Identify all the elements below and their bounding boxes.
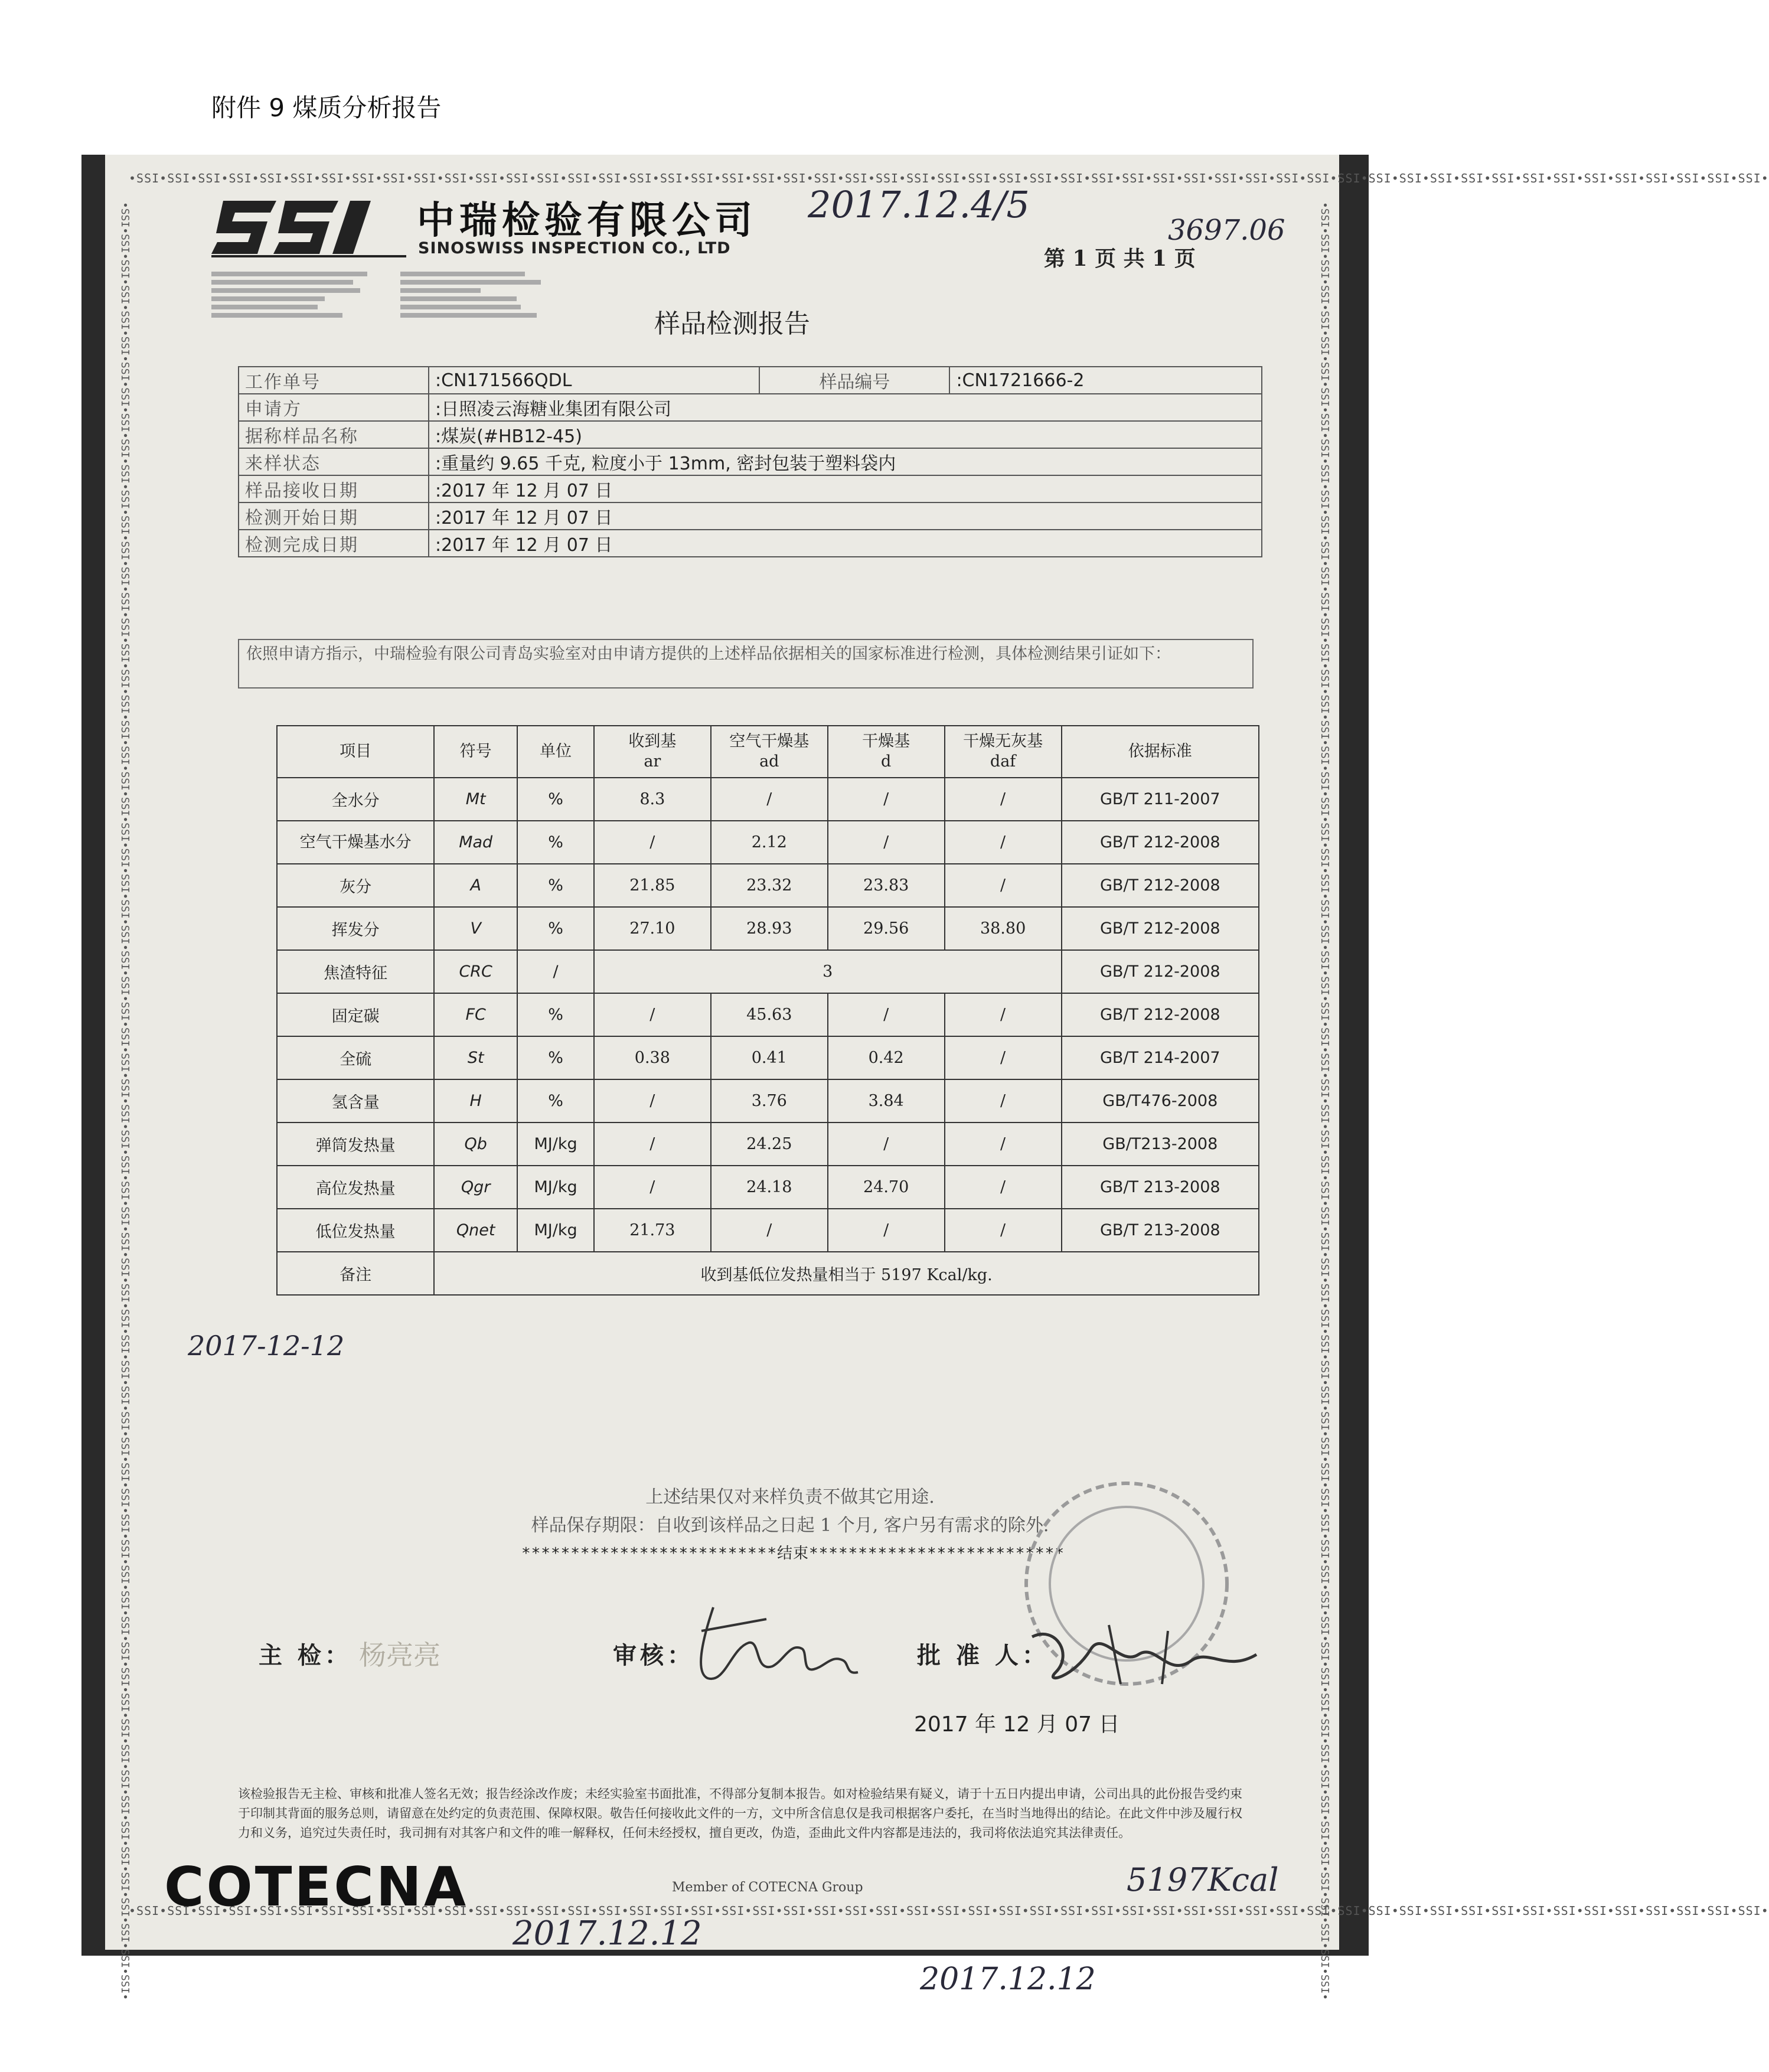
- row-ar: /: [594, 821, 711, 864]
- inspector-name: 杨亮亮: [359, 1639, 440, 1671]
- row-ad: /: [711, 778, 828, 821]
- header-standard: 依据标准: [1062, 726, 1259, 778]
- row-daf: 38.80: [945, 907, 1062, 950]
- row-item: 氢含量: [277, 1079, 434, 1123]
- row-d: 23.83: [828, 864, 945, 907]
- row-daf: /: [945, 1166, 1062, 1209]
- row-symbol: CRC: [434, 950, 517, 993]
- row-unit: MJ/kg: [517, 1123, 594, 1166]
- row-symbol: Qb: [434, 1123, 517, 1166]
- row-item: 挥发分: [277, 907, 434, 950]
- header-ar-en: ar: [644, 752, 661, 771]
- header-symbol: 符号: [434, 726, 517, 778]
- test-start-value: :2017 年 12 月 07 日: [429, 502, 1262, 530]
- statement-usage: 上述结果仅对来样负责不做其它用途.: [645, 1487, 935, 1507]
- handwritten-left-date: 2017-12-12: [188, 1330, 345, 1362]
- row-ar: 21.73: [594, 1209, 711, 1252]
- row-symbol: H: [434, 1079, 517, 1123]
- remark-row: [277, 1252, 1259, 1295]
- row-symbol: St: [434, 1036, 517, 1079]
- ssi-border-left: •SSI•SSI•SSI•SSI•SSI•SSI•SSI•SSI•SSI•SSI•SSI•SSI•SSI•SSI•SSI•SSI•SSI•SSI•SSI•SSI•SSI•SSI•SSI•SSI•SSI•SSI•SSI•SSI•SSI•SSI•SSI•SSI•SSI•SSI•SSI•SSI•SSI•SSI•SSI•SSI•SSI•SSI•SSI•SSI•SSI•SSI•SSI•SSI•SSI•SSI•SSI•SSI•SSI•SSI•SSI•SSI•SSI•SSI•SSI•SSI•SSI•SSI•SSI•SSI•SSI•SSI•SSI•SSI•SSI•SSI•: [119, 202, 131, 2001]
- header-ad-cn: 空气干燥基: [729, 732, 810, 751]
- handwritten-bottom-date-2: 2017.12.12: [920, 1962, 1096, 1997]
- report-sheet: [105, 155, 1769, 2001]
- header-d-en: d: [881, 752, 892, 771]
- table-row: [277, 864, 1259, 907]
- test-notice: 依照申请方指示，中瑞检验有限公司青岛实验室对由申请方提供的上述样品依据相关的国家标准进行检测，具体检测结果引证如下：: [238, 639, 1254, 689]
- test-end-value: :2017 年 12 月 07 日: [429, 530, 1262, 557]
- header-ar-cn: 收到基: [628, 732, 677, 751]
- row-daf: /: [945, 1036, 1062, 1079]
- address-en-block: [211, 268, 389, 321]
- row-item: 弹筒发热量: [277, 1123, 434, 1166]
- statement-retention: 样品保存期限：自收到该样品之日起 1 个月, 客户另有需求的除外.: [531, 1515, 1049, 1536]
- header-unit: 单位: [517, 726, 594, 778]
- row-item: 空气干燥基水分: [277, 821, 434, 864]
- header-d-cn: 干燥基: [862, 732, 910, 751]
- row-symbol: Qgr: [434, 1166, 517, 1209]
- inspector-label: 主 检：: [259, 1642, 352, 1669]
- remark-value: 收到基低位发热量相当于 5197 Kcal/kg.: [434, 1252, 1259, 1295]
- row-daf: /: [945, 1123, 1062, 1166]
- row-standard: GB/T 212-2008: [1062, 907, 1259, 950]
- row-ar: /: [594, 993, 711, 1036]
- company-name-en: SINOSWISS INSPECTION CO., LTD: [418, 239, 731, 257]
- ssi-logo: [211, 195, 406, 260]
- row-unit: %: [517, 778, 594, 821]
- row-standard: GB/T 211-2007: [1062, 778, 1259, 821]
- approver-signature: [1020, 1613, 1268, 1696]
- row-standard: GB/T 212-2008: [1062, 993, 1259, 1036]
- table-row: [277, 1166, 1259, 1209]
- row-d: /: [828, 1123, 945, 1166]
- company-name-cn: 中瑞检验有限公司: [417, 198, 757, 243]
- document-photo: [81, 155, 1769, 2001]
- row-unit: MJ/kg: [517, 1166, 594, 1209]
- work-no-value: :CN171566QDL: [429, 367, 759, 394]
- approval-date: 2017 年 12 月 07 日: [914, 1712, 1120, 1737]
- row-ad: 3.76: [711, 1079, 828, 1123]
- row-item: 全硫: [277, 1036, 434, 1079]
- row-standard: GB/T 214-2007: [1062, 1036, 1259, 1079]
- row-symbol: Mt: [434, 778, 517, 821]
- ssi-border-bottom: •SSI•SSI•SSI•SSI•SSI•SSI•SSI•SSI•SSI•SSI•SSI•SSI•SSI•SSI•SSI•SSI•SSI•SSI•SSI•SSI•SSI•SSI•SSI•SSI•SSI•SSI•SSI•SSI•SSI•SSI•SSI•SSI•SSI•SSI•SSI•SSI•SSI•SSI•SSI•SSI•SSI•SSI•SSI•SSI•SSI•SSI•SSI•SSI•SSI•SSI•SSI•SSI•SSI•: [129, 1904, 1769, 1918]
- row-daf: /: [945, 993, 1062, 1036]
- header-ad: [711, 726, 828, 778]
- row-ar: 21.85: [594, 864, 711, 907]
- ssi-border-right: •SSI•SSI•SSI•SSI•SSI•SSI•SSI•SSI•SSI•SSI•SSI•SSI•SSI•SSI•SSI•SSI•SSI•SSI•SSI•SSI•SSI•SSI•SSI•SSI•SSI•SSI•SSI•SSI•SSI•SSI•SSI•SSI•SSI•SSI•SSI•SSI•SSI•SSI•SSI•SSI•SSI•SSI•SSI•SSI•SSI•SSI•SSI•SSI•SSI•SSI•SSI•SSI•SSI•SSI•SSI•SSI•SSI•SSI•SSI•SSI•SSI•SSI•SSI•SSI•SSI•SSI•SSI•SSI•SSI•SSI•: [1318, 202, 1331, 2001]
- row-daf: /: [945, 778, 1062, 821]
- sample-name-label: 据称样品名称: [239, 421, 429, 448]
- row-item: 焦渣特征: [277, 950, 434, 993]
- end-line: **************************结束**************************: [521, 1545, 1065, 1562]
- row-symbol: Mad: [434, 821, 517, 864]
- address-cn-block: [400, 268, 601, 321]
- row-unit: %: [517, 821, 594, 864]
- test-end-label: 检测完成日期: [239, 530, 429, 557]
- row-d: /: [828, 778, 945, 821]
- row-unit: %: [517, 1036, 594, 1079]
- row-symbol: A: [434, 864, 517, 907]
- work-no-label: 工作单号: [239, 367, 429, 394]
- row-ad: 24.18: [711, 1166, 828, 1209]
- row-d: 29.56: [828, 907, 945, 950]
- row-standard: GB/T 212-2008: [1062, 864, 1259, 907]
- table-row: [277, 907, 1259, 950]
- row-standard: GB/T213-2008: [1062, 1123, 1259, 1166]
- row-ad: /: [711, 1209, 828, 1252]
- row-symbol: V: [434, 907, 517, 950]
- row-symbol: Qnet: [434, 1209, 517, 1252]
- row-d: /: [828, 1209, 945, 1252]
- handwritten-heat-value: 5197Kcal: [1127, 1861, 1279, 1898]
- table-row: [277, 1209, 1259, 1252]
- row-daf: /: [945, 1209, 1062, 1252]
- ssi-border-top: •SSI•SSI•SSI•SSI•SSI•SSI•SSI•SSI•SSI•SSI•SSI•SSI•SSI•SSI•SSI•SSI•SSI•SSI•SSI•SSI•SSI•SSI•SSI•SSI•SSI•SSI•SSI•SSI•SSI•SSI•SSI•SSI•SSI•SSI•SSI•SSI•SSI•SSI•SSI•SSI•SSI•SSI•SSI•SSI•SSI•SSI•SSI•SSI•SSI•SSI•SSI•SSI•SSI•: [129, 171, 1769, 185]
- received-date-label: 样品接收日期: [239, 475, 429, 502]
- row-d: /: [828, 821, 945, 864]
- approver-label: 批 准 人：: [917, 1642, 1049, 1669]
- sample-state-label: 来样状态: [239, 448, 429, 475]
- page-number: 第 1 页 共 1 页: [1044, 246, 1196, 271]
- table-row: [277, 1036, 1259, 1079]
- row-ad: 24.25: [711, 1123, 828, 1166]
- table-row: [277, 1079, 1259, 1123]
- table-row: [277, 1123, 1259, 1166]
- reviewer-signature: [690, 1595, 867, 1696]
- row-ar: /: [594, 1079, 711, 1123]
- caption: 附件 9 煤质分析报告: [211, 93, 442, 122]
- row-ad: 2.12: [711, 821, 828, 864]
- header-daf: [945, 726, 1062, 778]
- disclaimer: 该检验报告无主检、审核和批准人签名无效；报告经涂改作废；未经实验室书面批准，不得部分复制本报告。如对检验结果有疑义，请于十五日内提出申请，公司出具的此份报告受约束于印制其背面的服务总则，请留意在处约定的负责范围、保障权限。敬告任何接收此文件的一方，文中所含信息仅是我司根据客户委托，在当时当地得出的结论。在此文件中涉及履行权力和义务，追究过失责任时，我司拥有对其客户和文件的唯一解释权，任何未经授权，擅自更改，伪造，歪曲此文件内容都是违法的，我司将依法追究其法律责任。: [238, 1787, 1242, 1840]
- results-table: [276, 725, 1259, 1296]
- row-item: 高位发热量: [277, 1166, 434, 1209]
- sample-info-table: [238, 366, 1262, 557]
- reviewer-label: 审核：: [613, 1642, 694, 1669]
- row-item: 低位发热量: [277, 1209, 434, 1252]
- row-d: 3.84: [828, 1079, 945, 1123]
- row-ar: /: [594, 1166, 711, 1209]
- header-daf-cn: 干燥无灰基: [963, 732, 1043, 751]
- row-d: /: [828, 993, 945, 1036]
- row-unit: %: [517, 864, 594, 907]
- row-daf: /: [945, 821, 1062, 864]
- row-daf: /: [945, 1079, 1062, 1123]
- sample-no-label: 样品编号: [759, 367, 949, 394]
- test-start-label: 检测开始日期: [239, 502, 429, 530]
- sample-state-value: :重量约 9.65 千克, 粒度小于 13mm, 密封包装于塑料袋内: [429, 448, 1262, 475]
- row-standard: GB/T 213-2008: [1062, 1209, 1259, 1252]
- row-unit: MJ/kg: [517, 1209, 594, 1252]
- row-d: 24.70: [828, 1166, 945, 1209]
- handwritten-bottom-date: 2017.12.12: [513, 1914, 702, 1953]
- row-standard: GB/T 212-2008: [1062, 821, 1259, 864]
- row-unit: /: [517, 950, 594, 993]
- header-ad-en: ad: [759, 752, 779, 771]
- row-unit: %: [517, 993, 594, 1036]
- header-d: [828, 726, 945, 778]
- sample-name-value: :煤炭(#HB12-45): [429, 421, 1262, 448]
- applicant-value: :日照凌云海糖业集团有限公司: [429, 394, 1262, 421]
- row-ar: 0.38: [594, 1036, 711, 1079]
- table-row: [277, 821, 1259, 864]
- row-ad: 23.32: [711, 864, 828, 907]
- table-row: [277, 778, 1259, 821]
- row-ad: 28.93: [711, 907, 828, 950]
- header-daf-en: daf: [990, 752, 1016, 771]
- row-unit: %: [517, 907, 594, 950]
- row-standard: GB/T476-2008: [1062, 1079, 1259, 1123]
- row-standard: GB/T 212-2008: [1062, 950, 1259, 993]
- row-symbol: FC: [434, 993, 517, 1036]
- cotecna-logo: COTECNA: [164, 1855, 469, 1918]
- report-title: 样品检测报告: [654, 309, 810, 339]
- row-item: 固定碳: [277, 993, 434, 1036]
- handwritten-top-number: 3697.06: [1168, 214, 1285, 247]
- header-item: 项目: [277, 726, 434, 778]
- row-item: 灰分: [277, 864, 434, 907]
- table-row: [277, 993, 1259, 1036]
- row-ad: 0.41: [711, 1036, 828, 1079]
- header-ar: [594, 726, 711, 778]
- sample-no-value: :CN1721666-2: [949, 367, 1262, 394]
- row-ar: 8.3: [594, 778, 711, 821]
- row-item: 全水分: [277, 778, 434, 821]
- row-ar: 27.10: [594, 907, 711, 950]
- row-unit: %: [517, 1079, 594, 1123]
- row-merged-value: 3: [594, 950, 1062, 993]
- row-standard: GB/T 213-2008: [1062, 1166, 1259, 1209]
- row-daf: /: [945, 864, 1062, 907]
- table-row: [277, 950, 1259, 993]
- row-d: 0.42: [828, 1036, 945, 1079]
- received-date-value: :2017 年 12 月 07 日: [429, 475, 1262, 502]
- remark-label: 备注: [277, 1252, 434, 1295]
- row-ad: 45.63: [711, 993, 828, 1036]
- member-note: Member of COTECNA Group: [672, 1880, 863, 1895]
- handwritten-top-date: 2017.12.4/5: [808, 183, 1030, 226]
- row-ar: /: [594, 1123, 711, 1166]
- applicant-label: 申请方: [239, 394, 429, 421]
